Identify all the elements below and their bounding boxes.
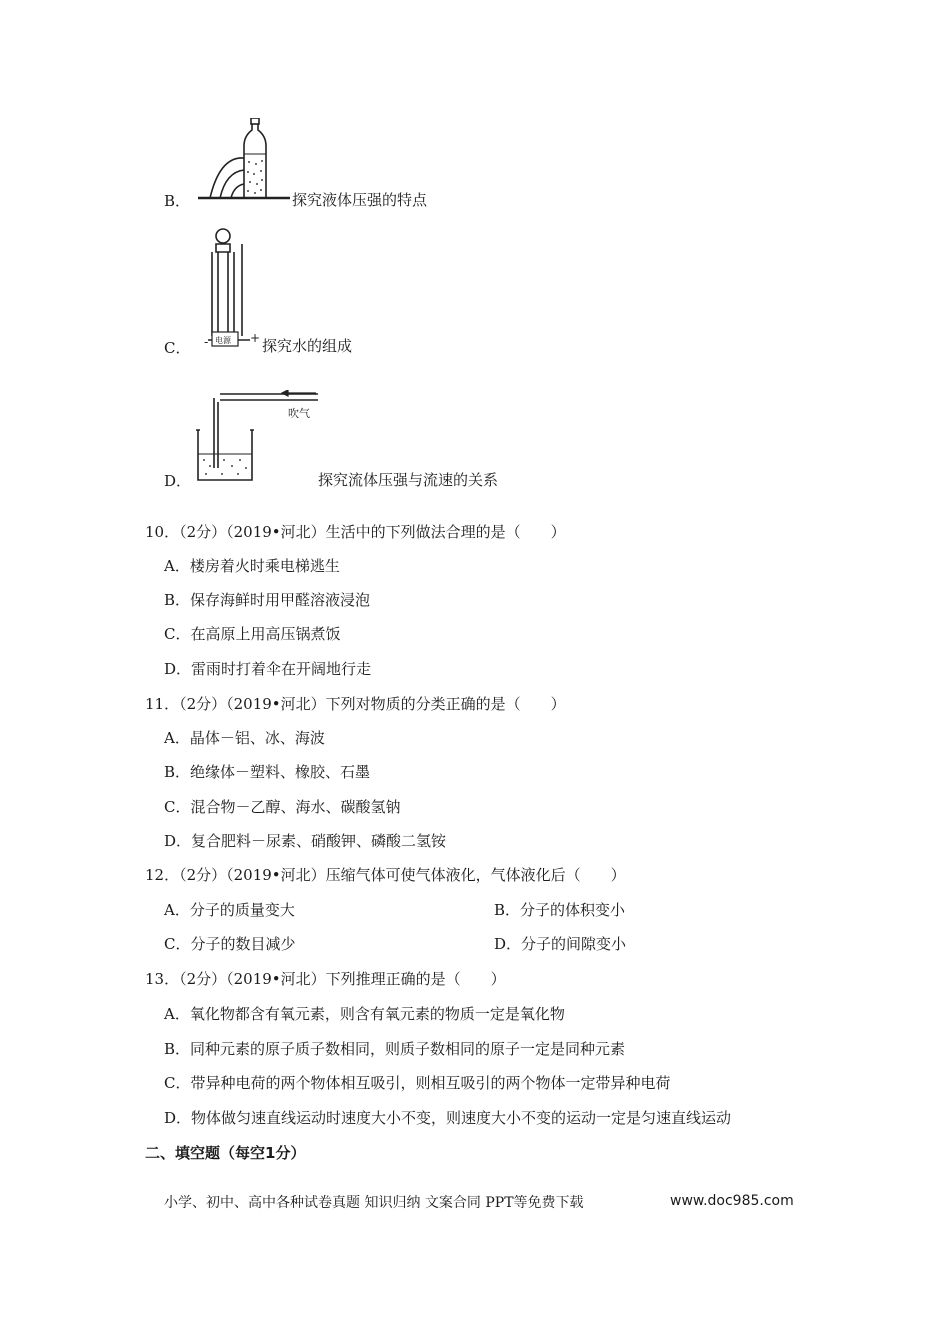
liquid-pressure-figure [198,118,290,202]
minus-label: - [204,335,209,349]
question-11-option-d: D．复合肥料－尿素、硝酸钾、磷酸二氢铵 [164,832,447,850]
blow-label: 吹气 [288,407,310,420]
question-11-option-a: A．晶体－铝、冰、海波 [164,729,325,747]
electrolysis-figure [198,224,262,354]
question-10-option-a: A．楼房着火时乘电梯逃生 [164,557,340,575]
footer-text: 小学、初中、高中各种试卷真题 知识归纳 文案合同 PPT等免费下载 [164,1195,584,1211]
power-label: 电源 [215,336,231,345]
question-11-option-b: B．绝缘体－塑料、橡胶、石墨 [164,763,371,781]
question-13-option-b: B．同种元素的原子质子数相同，则质子数相同的原子一定是同种元素 [164,1040,626,1058]
footer-url[interactable]: www.doc985.com [670,1193,794,1209]
option-c-letter: C． [164,339,191,357]
question-10-option-b: B．保存海鲜时用甲醛溶液浸泡 [164,591,371,609]
question-11-option-c: C．混合物－乙醇、海水、碳酸氢钠 [164,798,401,816]
question-13-option-d: D．物体做匀速直线运动时速度大小不变，则速度大小不变的运动一定是匀速直线运动 [164,1109,732,1127]
question-12-option-d: D．分子的间隙变小 [494,935,627,953]
question-10-option-d: D．雷雨时打着伞在开阔地行走 [164,660,372,678]
question-13-stem: 13．（2分）（2019•河北）下列推理正确的是（ ） [145,970,506,988]
question-12-stem: 12．（2分）（2019•河北）压缩气体可使气体液化，气体液化后（ ） [145,866,626,884]
question-12-option-a: A．分子的质量变大 [164,901,295,919]
plus-label: + [250,331,261,345]
question-11-stem: 11．（2分）（2019•河北）下列对物质的分类正确的是（ ） [145,695,566,713]
question-10-stem: 10．（2分）（2019•河北）生活中的下列做法合理的是（ ） [145,523,566,541]
section-title: 二、填空题（每空1分） [145,1144,306,1162]
option-d-letter: D． [164,472,192,490]
option-b-letter: B． [164,192,191,210]
question-13-option-a: A．氧化物都含有氧元素，则含有氧元素的物质一定是氧化物 [164,1005,565,1023]
question-13-option-c: C．带异种电荷的两个物体相互吸引，则相互吸引的两个物体一定带异种电荷 [164,1074,671,1092]
question-12-option-c: C．分子的数目减少 [164,935,296,953]
option-d-text: 探究流体压强与流速的关系 [318,471,499,489]
fluid-pressure-figure [194,390,318,482]
option-b-text: 探究液体压强的特点 [292,191,428,209]
question-10-option-c: C．在高原上用高压锅煮饭 [164,625,341,643]
option-c-text: 探究水的组成 [262,337,353,355]
question-12-option-b: B．分子的体积变小 [494,901,626,919]
